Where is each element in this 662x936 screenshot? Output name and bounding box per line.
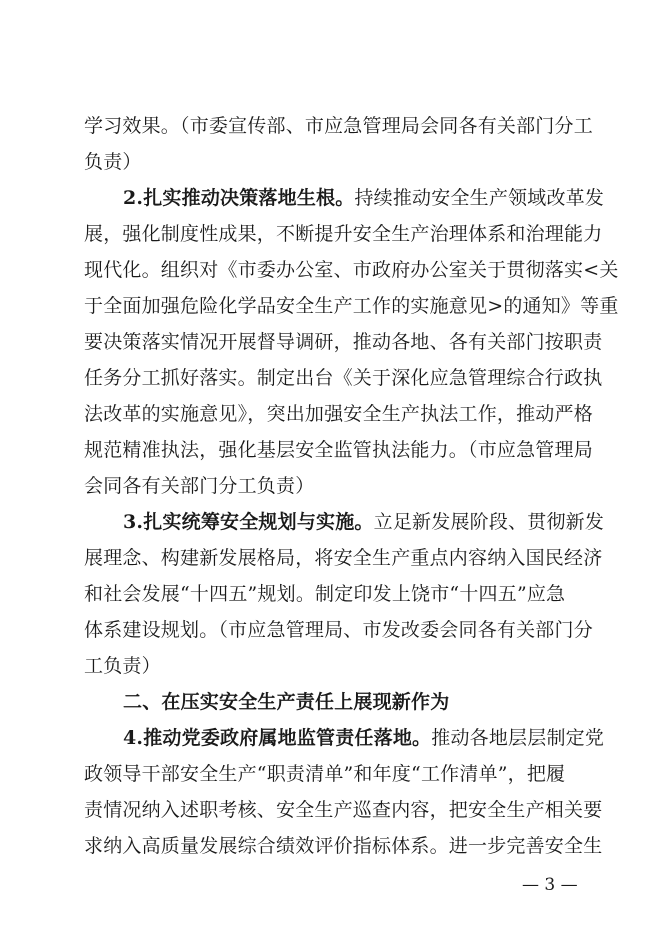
section-heading: 二、在压实安全生产责任上展现新作为 (123, 691, 450, 713)
body-text-line: 现代化。组织对《市委办公室、市政府办公室关于贯彻落实<关 (84, 259, 619, 281)
body-text-line: 任务分工抓好落实。制定出台《关于深化应急管理综合行政执 (84, 367, 603, 389)
body-text-line: 展，强化制度性成果，不断提升安全生产治理体系和治理能力 (84, 223, 603, 245)
body-text-line: 责情况纳入述职考核、安全生产巡查内容，把安全生产相关要 (84, 799, 603, 821)
body-text-line: 要决策落实情况开展督导调研，推动各地、各有关部门按职责 (84, 331, 603, 353)
body-text: 立足新发展阶段、贯彻新发 (373, 511, 605, 533)
body-text-line: 于全面加强危险化学品安全生产工作的实施意见>的通知》等重 (84, 295, 619, 317)
body-text-line: 和社会发展“十四五”规划。制定印发上饶市“十四五”应急 (84, 583, 566, 605)
body-text: 推动各地层层制定党 (431, 727, 605, 749)
body-text: 持续推动安全生产领域改革发 (354, 187, 605, 209)
body-text-line: 体系建设规划。（市应急管理局、市发改委会同各有关部门分 (84, 619, 593, 641)
paragraph-first-line (123, 726, 604, 750)
body-text-line: 负责） (84, 151, 142, 173)
paragraph-first-line (123, 186, 604, 210)
body-text-line: 规范精准执法，强化基层安全监管执法能力。（市应急管理局 (84, 439, 593, 461)
body-text-line: 会同各有关部门分工负责） (84, 475, 315, 497)
paragraph-first-line (123, 510, 604, 534)
item-title: 3.扎实统筹安全规划与实施。 (123, 511, 374, 533)
body-text-line: 法改革的实施意见》，突出加强安全生产执法工作，推动严格 (84, 403, 593, 425)
body-text-line: 学习效果。（市委宣传部、市应急管理局会同各有关部门分工 (84, 115, 593, 137)
page-number: — 3 — (522, 875, 578, 895)
item-title: 2.扎实推动决策落地生根。 (123, 187, 355, 209)
body-text-line: 政领导干部安全生产“职责清单”和年度“工作清单”，把履 (84, 763, 566, 785)
body-text-line: 求纳入高质量发展综合绩效评价指标体系。进一步完善安全生 (84, 835, 603, 857)
body-text-line: 展理念、构建新发展格局，将安全生产重点内容纳入国民经济 (84, 547, 603, 569)
item-title: 4.推动党委政府属地监管责任落地。 (123, 727, 432, 749)
body-text-line: 工负责） (84, 655, 161, 677)
